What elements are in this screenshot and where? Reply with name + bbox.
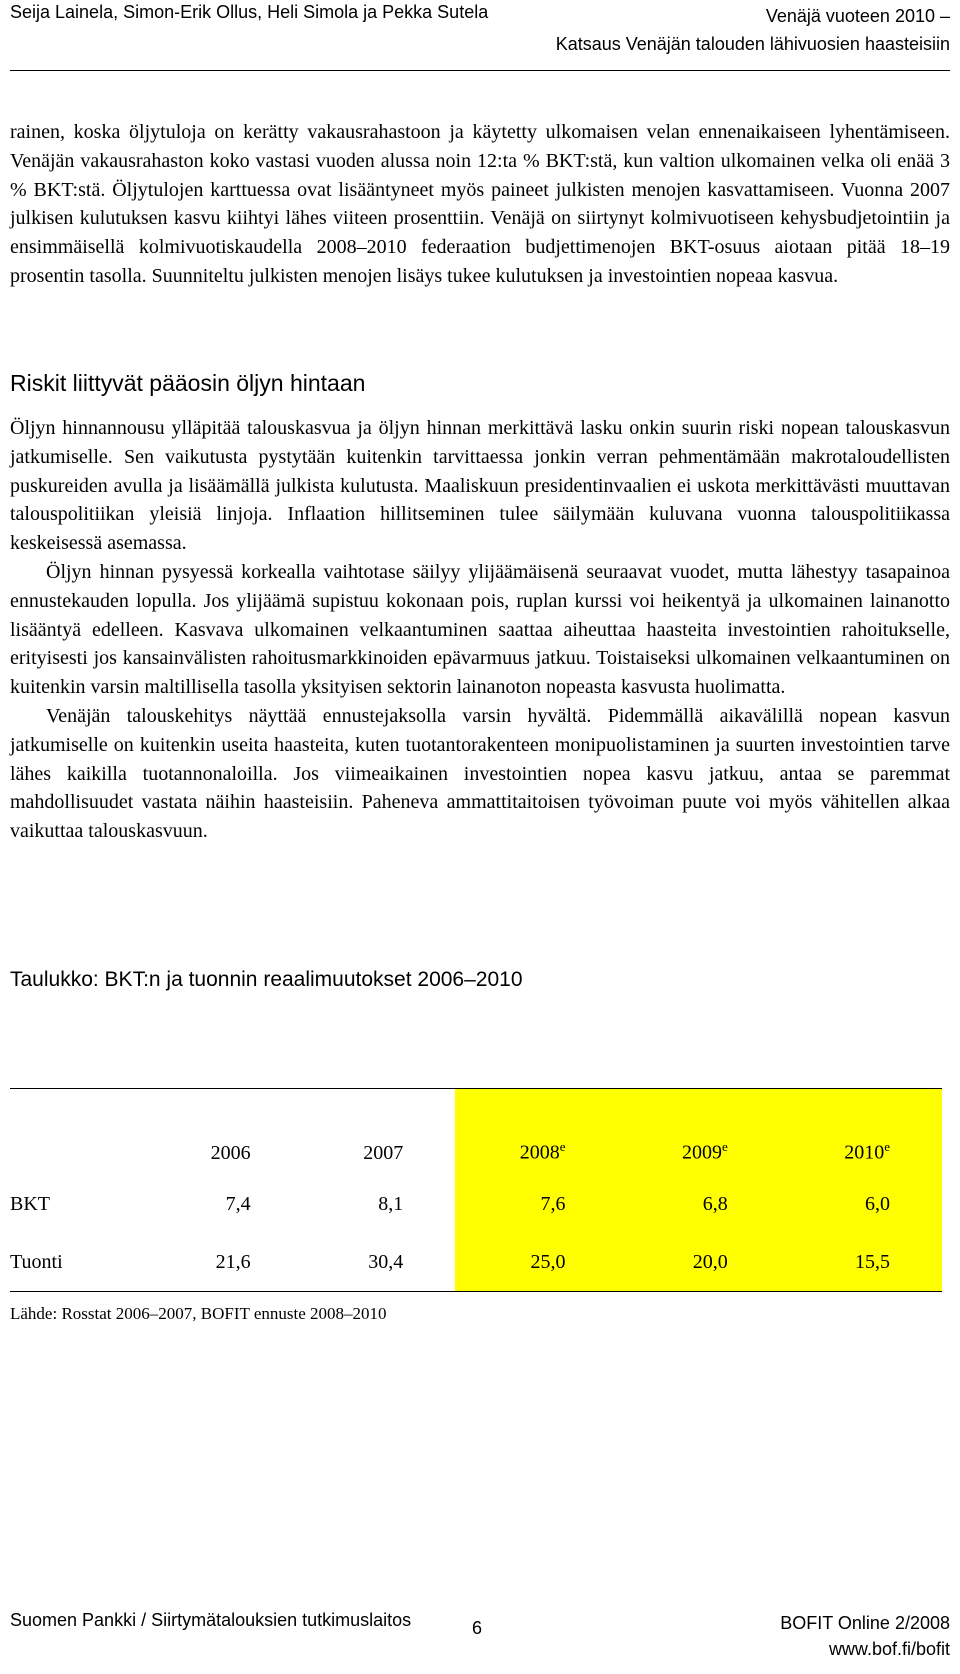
year-header: 2008e	[455, 1089, 617, 1176]
table-cell: 15,5	[780, 1233, 942, 1292]
paragraph: Öljyn hinnan pysyessä korkealla vaihtotase säilyy ylijäämäisenä seuraavat vuodet, mutta lähestyy tasapainoa ennustekauden lopulla. Jos ylijäämä supistuu kokonaan pois, ruplan kurssi voi heikentyä ja ulkomainen lainanotto lisääntyä edelleen. Kasvava ulkomainen velkaantuminen saattaa aiheuttaa haasteita investointien rahoitukselle, erityisesti jos kansainvälisten rahoitusmarkkinoiden epävarmuus jatkuu. Toistaiseksi ulkomainen velkaantuminen on kuitenkin varsin maltillisella tasolla yksityisen sektorin lainanoton nopeasta kasvusta huolimatta.	[10, 560, 950, 699]
body-paragraph-1	[10, 118, 950, 291]
table-caption: Taulukko: BKT:n ja tuonnin reaalimuutokset 2006–2010	[10, 968, 523, 991]
table-cell: 8,1	[378, 1192, 404, 1215]
table-cell: 20,0	[618, 1233, 780, 1292]
table-cell: 6,0	[780, 1175, 942, 1233]
data-table	[10, 1088, 942, 1324]
table-cell: 30,4	[303, 1233, 456, 1292]
paragraph: Venäjän talouskehitys näyttää ennustejaksolla varsin hyvältä. Pidemmällä aikavälillä nopean kasvun jatkumiselle on kuitenkin useita haasteita, kuten tuotantorakenteen monipuolistaminen ja suurten investointien tarve lähes kaikilla tuotannonaloilla. Jos viimeaikainen investointien nopea kasvu jatkuu, antaa se paremmat mahdollisuudet vastata näihin haasteisiin. Paheneva ammattitaitoisen työvoiman puute voi myös vähitellen alkaa vaikuttaa talouskasvuun.	[10, 704, 950, 843]
row-label: Tuonti	[10, 1233, 150, 1292]
row-label: BKT	[10, 1192, 50, 1215]
table-row	[10, 1175, 942, 1233]
footer-institution: Suomen Pankki / Siirtymätalouksien tutkimuslaitos	[10, 1610, 412, 1630]
footer-url[interactable]: www.bof.fi/bofit	[828, 1639, 950, 1659]
footer-publication-title: BOFIT Online 2/2008	[780, 1613, 950, 1633]
page-header	[10, 0, 950, 71]
heading-risks: Riskit liittyvät pääosin öljyn hintaan	[10, 370, 366, 396]
header-title-line1: Venäjä vuoteen 2010 –	[765, 6, 950, 26]
table-source: Lähde: Rosstat 2006–2007, BOFIT ennuste 2008–2010	[10, 1304, 387, 1323]
page-number: 6	[472, 1618, 483, 1638]
paragraph: Öljyn hinnannousu ylläpitää talouskasvua ja öljyn hinnan merkittävä lasku onkin suurin riski nopean talouskasvun jatkumiselle. Sen vaikutusta pystytään kuitenkin tarvittaessa jonkin verran pehmentämään makrotaloudellisten puskureiden avulla ja lisäämällä julkista kulutusta. Maaliskuun presidentinvaalien ei uskota merkittävästi muuttavan talouspolitiikan yleisiä linjoja. Inflaation hillitseminen tulee säilymään kuluvana vuonna talouspolitiikassa keskeisessä asemassa.	[10, 417, 950, 555]
table-corner-cell	[10, 1089, 150, 1176]
table-cell: 21,6	[150, 1233, 303, 1292]
header-title-line2: Katsaus Venäjän talouden lähivuosien haasteisiin	[555, 34, 950, 54]
year-header: 2006	[150, 1089, 303, 1176]
table-cell: 7,4	[225, 1192, 251, 1215]
table-row	[10, 1233, 942, 1292]
footer-publication	[780, 1610, 950, 1662]
table-cell: 6,8	[618, 1175, 780, 1233]
year-header: 2009e	[618, 1089, 780, 1176]
year-header: 2007	[303, 1089, 456, 1176]
table-cell: 7,6	[455, 1175, 617, 1233]
body-section-risks	[10, 414, 950, 846]
paragraph: rainen, koska öljytuloja on kerätty vakausrahastoon ja käytetty ulkomaisen velan ennenaikaiseen lyhentämiseen. Venäjän vakausrahaston koko vastasi vuoden alussa noin 12:ta % BKT:stä, kun valtion ulkomainen velka oli enää 3 % BKT:stä. Öljytulojen karttuessa ovat lisääntyneet myös paineet julkisten menojen kasvattamiseen. Vuonna 2007 julkisen kulutuksen kasvu kiihtyi lähes viiteen prosenttiin. Venäjä on siirtynyt kolmivuotiseen kehysbudjetointiin ja ensimmäisellä kolmivuotiskaudella 2008–2010 federaation budjettimenojen BKT-osuus aiotaan pitää 18–19 prosentin tasolla. Suunniteltu julkisten menojen lisäys tukee kulutuksen ja investointien nopeaa kasvua.	[10, 121, 950, 287]
year-header: 2010e	[780, 1089, 942, 1176]
table-header-row	[10, 1089, 942, 1176]
section-heading	[10, 370, 950, 397]
header-title	[556, 2, 950, 58]
table-cell: 25,0	[455, 1233, 617, 1292]
header-authors: Seija Lainela, Simon-Erik Ollus, Heli Simola ja Pekka Sutela	[10, 2, 489, 22]
